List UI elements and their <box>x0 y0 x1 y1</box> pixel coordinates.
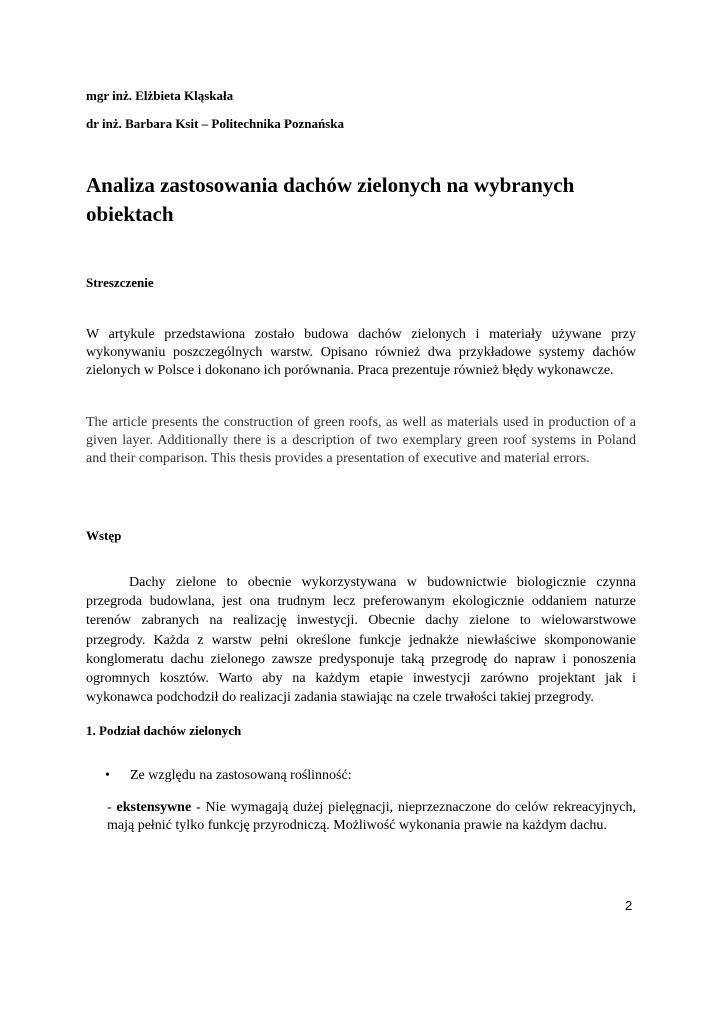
intro-heading: Wstęp <box>86 528 122 543</box>
intro-paragraph: Dachy zielone to obecnie wykorzystywana w budownictwie biologicznie czynna przegroda budowlana, jest ona trudnym lecz preferowanym ekologicznie oddaniem naturze terenów zabranych na realizację inwestycji. Obecnie dachy zielone to wielowarstwowe przegrody. Każda z warstw pełni określone funkcje jednakże niewłaściwe skomponowanie konglomeratu dachu zielonego zawsze predysponuje taką przegrodę do napraw i ponoszenia ogromnych kosztów. Warto aby na każdym etapie inwestycji zarówno projektant jak i wykonawca podchodził do realizacji zadania stawiając na czele trwałości takiej przegrody. <box>86 575 636 706</box>
item-text: - Nie wymagają dużej pielęgnacji, nieprzeznaczone do celów rekreacyjnych, mają pełnić tylko funkcję przyrodniczą. Możliwość wykonania prawie na każdym dachu. <box>107 800 636 833</box>
bullet-text: Ze względu na zastosowaną roślinność: <box>130 768 352 783</box>
bullet-symbol: • <box>105 768 110 783</box>
item-term: ekstensywne <box>116 800 192 815</box>
abstract-heading: Streszczenie <box>86 275 154 290</box>
item-prefix: - <box>107 800 117 815</box>
author-1: mgr inż. Elżbieta Kląskała <box>86 88 234 103</box>
list-item-ekstensywne <box>107 799 636 835</box>
abstract-en: The article presents the construction of green roofs, as well as materials used in production of a given layer. Additionally there is a description of two exemplary green roof systems in Poland and their comparison. This thesis provides a presentation of executive and material errors. <box>86 415 636 466</box>
page-number: 2 <box>625 898 633 913</box>
author-2: dr inż. Barbara Ksit – Politechnika Poznańska <box>86 116 344 131</box>
abstract-pl: W artykule przedstawiona zostało budowa dachów zielonych i materiały używane przy wykonywaniu poszczególnych warstw. Opisano również dwa przykładowe systemy dachów zielonych w Polsce i dokonano ich porównania. Praca prezentuje również błędy wykonawcze. <box>86 327 636 378</box>
paper-title: Analiza zastosowania dachów zielonych na wybranych obiektach <box>86 173 575 226</box>
section-1-heading: 1. Podział dachów zielonych <box>86 723 242 738</box>
